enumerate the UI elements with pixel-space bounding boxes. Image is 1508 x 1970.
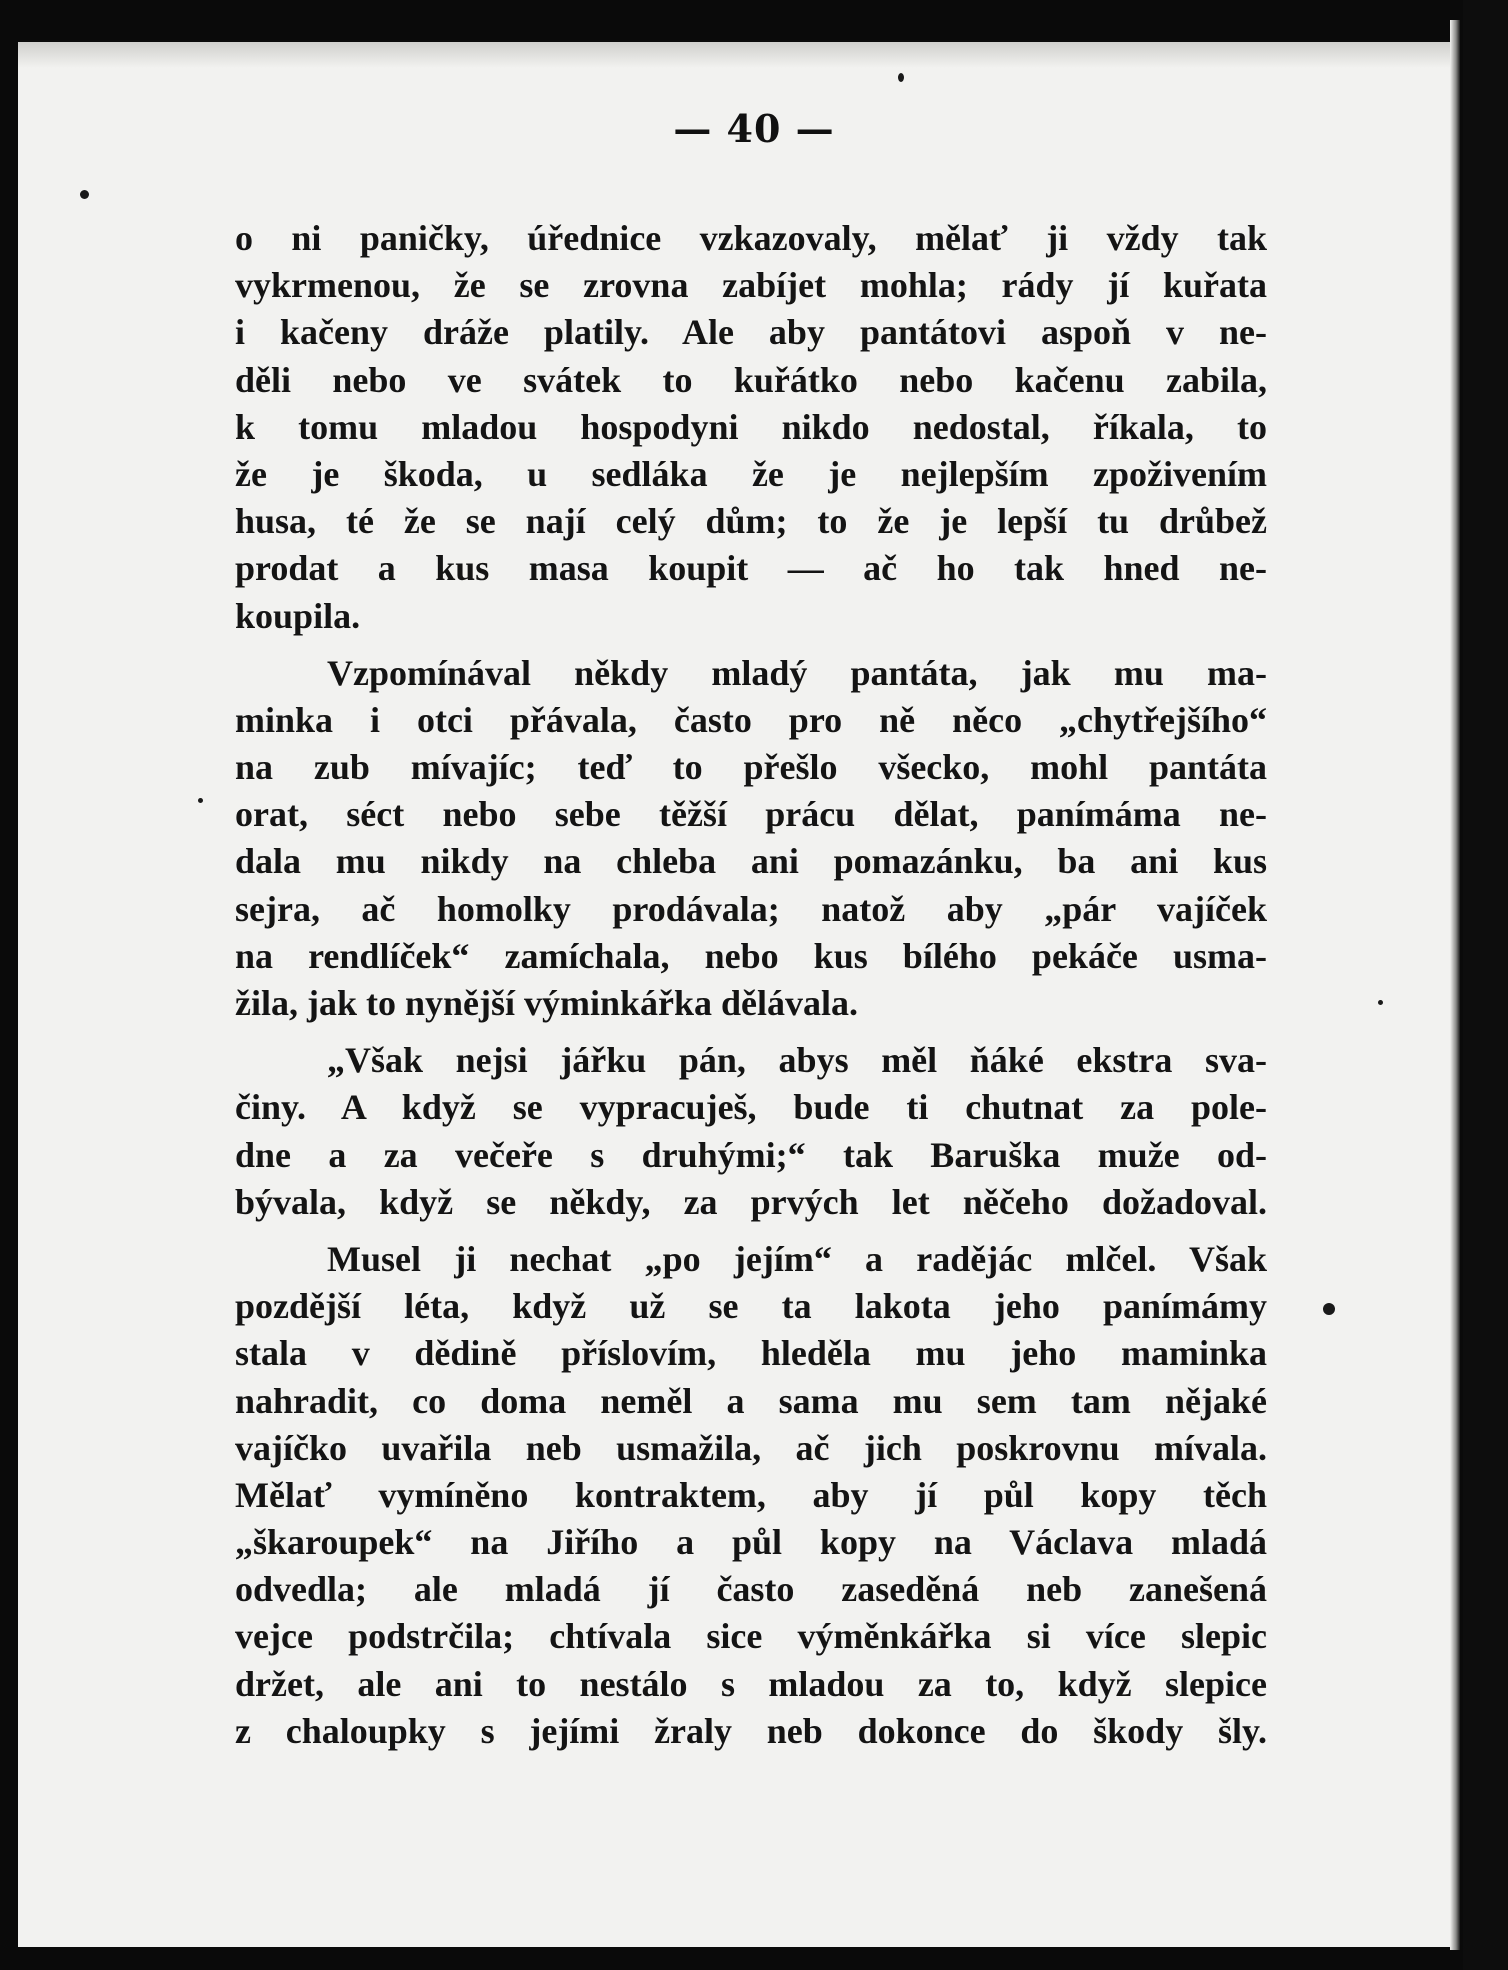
text-line: i kačeny dráže platily. Ale aby pantátovi aspoň v ne- <box>235 312 1267 353</box>
text-line: Vzpomínával někdy mladý pantáta, jak mu ma- <box>327 652 1267 693</box>
speck <box>80 190 89 199</box>
text-line: žila, jak to nynější výminkářka dělávala. <box>235 983 859 1023</box>
text-line: odvedla; ale mladá jí často zaseděná neb zanešená <box>235 1569 1267 1610</box>
book-spine <box>1463 0 1508 1970</box>
text-line: orat, séct nebo sebe těžší prácu dělat, panímáma ne- <box>235 794 1267 835</box>
text-line: na zub mívajíc; teď to přešlo všecko, mohl pantáta <box>235 747 1267 788</box>
text-line: vykrmenou, že se zrovna zabíjet mohla; rády jí kuřata <box>235 265 1267 306</box>
text-line: „Však nejsi jářku pán, abys měl ňáké ekstra sva- <box>327 1040 1267 1081</box>
paragraph <box>235 1236 1267 1755</box>
text-line: koupila. <box>235 595 361 636</box>
text-line: dne a za večeře s druhými;“ tak Baruška muže od- <box>235 1134 1267 1175</box>
paragraph <box>235 650 1267 1028</box>
text-line: že je škoda, u sedláka že je nejlepším zpoživením <box>235 453 1267 494</box>
text-line: husa, té že se nají celý dům; to že je lepší tu drůbež <box>235 501 1267 542</box>
text-line: o ni paničky, úřednice vzkazovaly, mělať ji vždy tak <box>235 218 1267 258</box>
text-line: Musel ji nechat „po jejím“ a radějác mlčel. Však <box>327 1238 1267 1279</box>
text-line: vajíčko uvařila neb usmažila, ač jich poskrovnu mívala. <box>235 1427 1267 1468</box>
page-edge-shadow <box>1450 20 1460 1950</box>
speck <box>1323 1303 1335 1315</box>
text-line: pozdější léta, když už se ta lakota jeho panímámy <box>235 1286 1267 1327</box>
text-line: Mělať vymíněno kontraktem, aby jí půl kopy těch <box>235 1474 1267 1515</box>
text-line: držet, ale ani to nestálo s mladou za to, když slepice <box>235 1663 1267 1704</box>
text-line: vejce podstrčila; chtívala sice výměnkářka si více slepic <box>235 1616 1267 1657</box>
text-line: „škaroupek“ na Jiřího a půl kopy na Václava mladá <box>235 1522 1267 1563</box>
text-line: na rendlíček“ zamíchala, nebo kus bílého pekáče usma- <box>235 935 1267 976</box>
paragraph <box>235 1037 1267 1226</box>
text-line: prodat a kus masa koupit — ač ho tak hned ne- <box>235 548 1267 589</box>
body-text <box>235 215 1267 1755</box>
paragraph <box>235 215 1267 640</box>
text-line: děli nebo ve svátek to kuřátko nebo kačenu zabila, <box>235 359 1267 400</box>
text-line: minka i otci přávala, často pro ně něco „chytřejšího“ <box>235 699 1267 740</box>
text-line: bývala, když se někdy, za prvých let něčeho dožadoval. <box>235 1181 1267 1222</box>
speck <box>898 73 904 82</box>
page-number: — 40 — <box>673 106 835 151</box>
text-line: stala v dědině příslovím, hleděla mu jeho maminka <box>235 1333 1267 1374</box>
text-line: sejra, ač homolky prodávala; natož aby „pár vajíček <box>235 888 1267 929</box>
text-line: činy. A když se vypracuješ, bude ti chutnat za pole- <box>235 1087 1267 1128</box>
text-line: dala mu nikdy na chleba ani pomazánku, ba ani kus <box>235 841 1267 882</box>
text-line: nahradit, co doma neměl a sama mu sem tam nějaké <box>235 1380 1267 1421</box>
speck <box>1378 1000 1383 1005</box>
text-line: z chaloupky s jejími žraly neb dokonce do škody šly. <box>235 1710 1267 1751</box>
speck <box>198 798 203 803</box>
text-line: k tomu mladou hospodyni nikdo nedostal, říkala, to <box>235 406 1267 447</box>
